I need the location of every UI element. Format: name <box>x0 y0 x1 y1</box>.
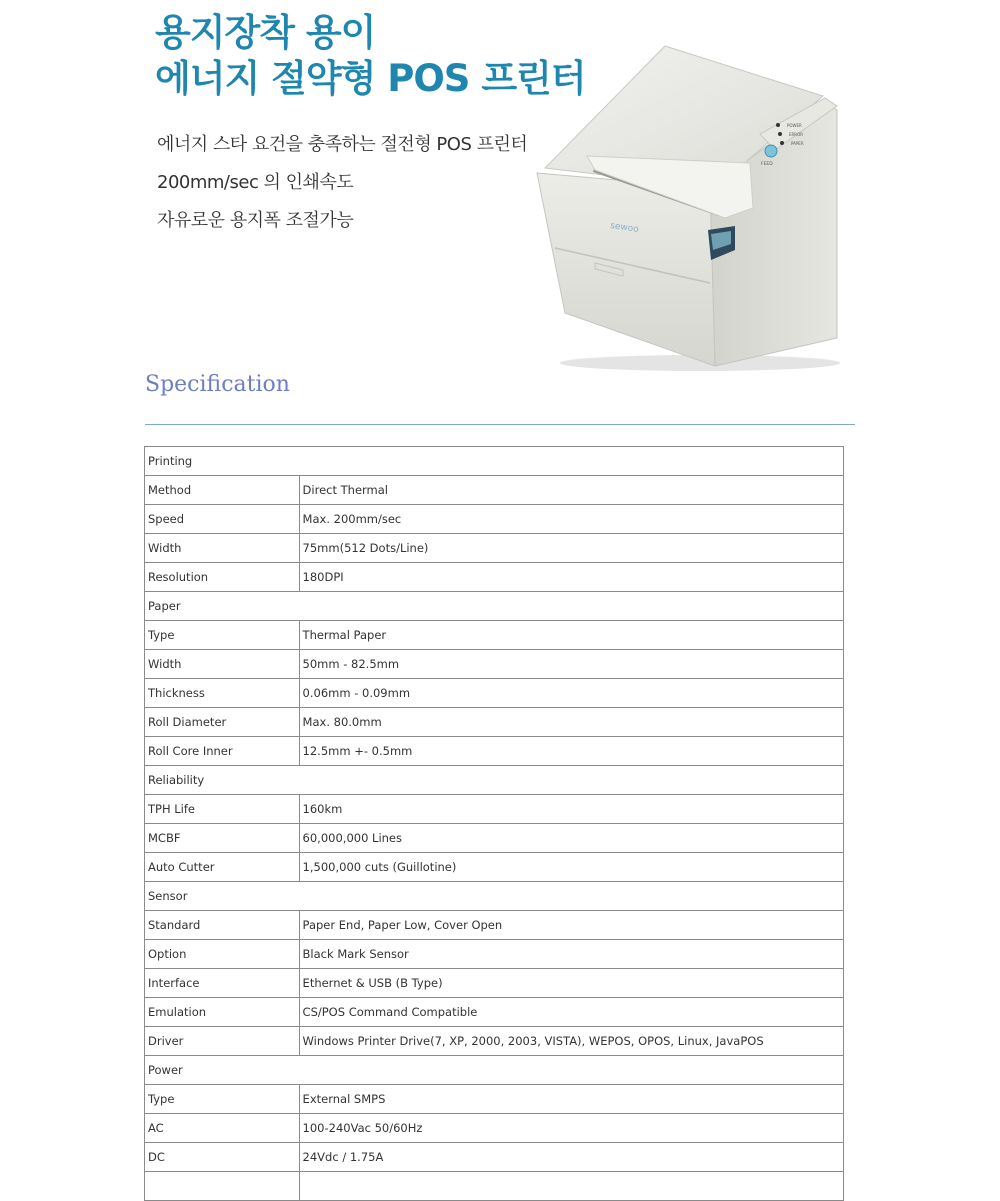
feed-label: FEED <box>761 162 773 167</box>
spec-row <box>145 505 844 534</box>
led-label-error: ERROR <box>789 132 804 137</box>
spec-value: 160km <box>299 795 843 824</box>
spec-value: Black Mark Sensor <box>299 940 843 969</box>
spec-value: 60,000,000 Lines <box>299 824 843 853</box>
spec-value: 1,500,000 cuts (Guillotine) <box>299 853 843 882</box>
spec-value: 100-240Vac 50/60Hz <box>299 1114 843 1143</box>
spec-section-label: Power <box>145 1056 844 1085</box>
spec-key: Interface <box>145 969 300 998</box>
spec-row <box>145 1114 844 1143</box>
spec-row <box>145 650 844 679</box>
spec-value: 12.5mm +- 0.5mm <box>299 737 843 766</box>
spec-key: TPH Life <box>145 795 300 824</box>
spec-key: Type <box>145 621 300 650</box>
spec-key: DC <box>145 1143 300 1172</box>
spec-value: CS/POS Command Compatible <box>299 998 843 1027</box>
spec-row <box>145 621 844 650</box>
spec-row <box>145 795 844 824</box>
spec-row <box>145 1085 844 1114</box>
spec-key <box>145 1172 300 1201</box>
feature-list <box>157 126 527 240</box>
spec-value: Windows Printer Drive(7, XP, 2000, 2003, VISTA), WEPOS, OPOS, Linux, JavaPOS <box>299 1027 843 1056</box>
spec-key: Roll Diameter <box>145 708 300 737</box>
spec-row <box>145 853 844 882</box>
spec-key: Thickness <box>145 679 300 708</box>
spec-row <box>145 563 844 592</box>
spec-row <box>145 1027 844 1056</box>
spec-key: Emulation <box>145 998 300 1027</box>
spec-row <box>145 1172 844 1201</box>
spec-key: MCBF <box>145 824 300 853</box>
spec-value: Paper End, Paper Low, Cover Open <box>299 911 843 940</box>
spec-row <box>145 476 844 505</box>
headline <box>155 10 586 102</box>
spec-row <box>145 824 844 853</box>
spec-value: 50mm - 82.5mm <box>299 650 843 679</box>
spec-section-row <box>145 592 844 621</box>
spec-value: External SMPS <box>299 1085 843 1114</box>
spec-title: Specification <box>145 372 290 397</box>
spec-section-label: Reliability <box>145 766 844 795</box>
spec-key: Standard <box>145 911 300 940</box>
spec-key: Resolution <box>145 563 300 592</box>
headline-line-1: 용지장착 용이 <box>155 11 376 54</box>
spec-value: Ethernet & USB (B Type) <box>299 969 843 998</box>
spec-row <box>145 911 844 940</box>
spec-section-row <box>145 447 844 476</box>
spec-row <box>145 737 844 766</box>
spec-key: Driver <box>145 1027 300 1056</box>
feature-item: 자유로운 용지폭 조절가능 <box>157 210 354 231</box>
spec-key: Speed <box>145 505 300 534</box>
spec-section-label: Sensor <box>145 882 844 911</box>
spec-section-label: Paper <box>145 592 844 621</box>
spec-row <box>145 969 844 998</box>
hero-banner <box>0 0 1000 380</box>
spec-row <box>145 534 844 563</box>
spec-section-label: Printing <box>145 447 844 476</box>
spec-section-row <box>145 882 844 911</box>
spec-row <box>145 998 844 1027</box>
spec-key: Method <box>145 476 300 505</box>
spec-row <box>145 940 844 969</box>
spec-key: AC <box>145 1114 300 1143</box>
spec-value: 0.06mm - 0.09mm <box>299 679 843 708</box>
spec-row <box>145 1143 844 1172</box>
spec-key: Roll Core Inner <box>145 737 300 766</box>
feature-item: 200mm/sec 의 인쇄속도 <box>157 172 354 193</box>
spec-value <box>299 1172 843 1201</box>
spec-divider <box>145 424 855 425</box>
spec-value: Thermal Paper <box>299 621 843 650</box>
spec-value: 180DPI <box>299 563 843 592</box>
printer-image <box>525 38 845 373</box>
spec-value: 24Vdc / 1.75A <box>299 1143 843 1172</box>
feature-item: 에너지 스타 요건을 충족하는 절전형 POS 프린터 <box>157 134 528 155</box>
spec-value: Max. 80.0mm <box>299 708 843 737</box>
spec-key: Width <box>145 650 300 679</box>
headline-line-2: 에너지 절약형 POS 프린터 <box>155 57 586 100</box>
spec-row <box>145 708 844 737</box>
led-label-paper: PAPER <box>791 141 804 146</box>
spec-key: Width <box>145 534 300 563</box>
spec-value: Max. 200mm/sec <box>299 505 843 534</box>
spec-row <box>145 679 844 708</box>
spec-value: 75mm(512 Dots/Line) <box>299 534 843 563</box>
spec-value: Direct Thermal <box>299 476 843 505</box>
spec-table-body <box>145 447 844 1201</box>
brand-logo: sewoo <box>609 221 640 235</box>
led-label-power: POWER <box>787 123 802 128</box>
spec-section-row <box>145 1056 844 1085</box>
spec-table <box>144 446 844 1201</box>
spec-key: Type <box>145 1085 300 1114</box>
spec-section-row <box>145 766 844 795</box>
spec-key: Auto Cutter <box>145 853 300 882</box>
spec-key: Option <box>145 940 300 969</box>
